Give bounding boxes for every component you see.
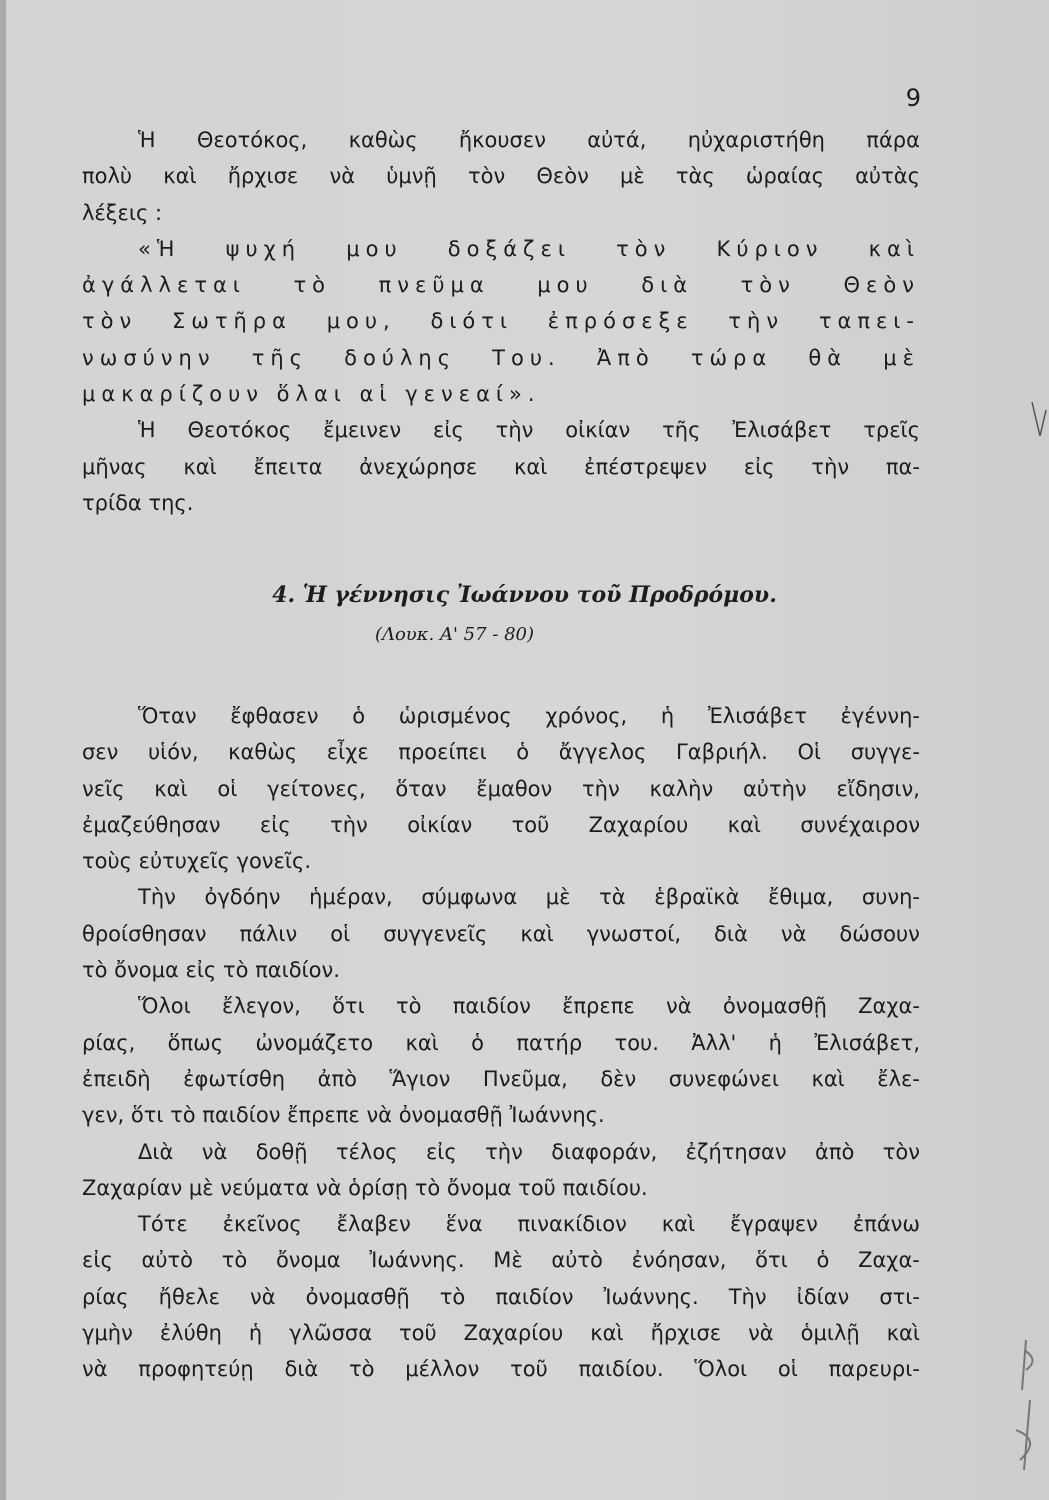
text-line: γμὴν ἐλύθη ἡ γλῶσσα τοῦ Ζαχαρίου καὶ ἤρχισε νὰ ὁμιλῇ καὶ	[82, 1321, 920, 1346]
paragraph-naming-dispute	[82, 988, 920, 1133]
text-line: Ἡ Θεοτόκος ἔμεινεν εἰς τὴν οἰκίαν τῆς Ἐλισάβετ τρεῖς	[138, 418, 920, 443]
text-line: μακαρίζουν ὅλαι αἱ γενεαί».	[82, 382, 541, 407]
text-line: πολὺ καὶ ἤρχισε νὰ ὑμνῇ τὸν Θεὸν μὲ τὰς ὡραίας αὐτὰς	[82, 164, 920, 189]
scripture-reference: (Λουκ. Α' 57 - 80)	[374, 624, 535, 645]
paragraph-theotokos-hymn-intro	[82, 122, 920, 231]
text-line: νὰ προφητεύῃ διὰ τὸ μέλλον τοῦ παιδίου. Ὅλοι οἱ παρευρι-	[82, 1357, 920, 1382]
text-block-top	[82, 122, 920, 521]
text-line: λέξεις :	[82, 200, 163, 225]
text-line: Ὅλοι ἔλεγον, ὅτι τὸ παιδίον ἔπρεπε νὰ ὀνομασθῇ Ζαχα-	[138, 994, 920, 1019]
text-line: Διὰ νὰ δοθῇ τέλος εἰς τὴν διαφοράν, ἐζήτησαν ἀπὸ τὸν	[138, 1139, 920, 1164]
text-line: εἰς αὐτὸ τὸ ὄνομα Ἰωάννης. Μὲ αὐτὸ ἐνόησαν, ὅτι ὁ Ζαχα-	[82, 1248, 920, 1273]
text-line: νωσύνην τῆς δούλης Του. Ἀπὸ τώρα θὰ μὲ	[82, 345, 920, 370]
paragraph-eighth-day	[82, 879, 920, 988]
text-line: Ὅταν ἔφθασεν ὁ ὡρισμένος χρόνος, ἡ Ἐλισάβετ ἐγέννη-	[138, 704, 920, 728]
text-line: Τὴν ὀγδόην ἡμέραν, σύμφωνα μὲ τὰ ἑβραϊκὰ ἔθιμα, συνη-	[138, 885, 920, 910]
section-heading: 4. Ἡ γέννησις Ἰωάννου τοῦ Προδρόμου.	[272, 582, 777, 608]
paragraph-tablet-ioannis	[82, 1206, 920, 1387]
paragraph-theotokos-stay	[82, 412, 920, 521]
text-line: ἐπειδὴ ἐφωτίσθη ἀπὸ Ἅγιον Πνεῦμα, δὲν συνεφώνει καὶ ἔλε-	[82, 1066, 920, 1091]
text-block-bottom	[82, 698, 920, 1388]
paragraph-birth	[82, 698, 920, 879]
pencil-scribble-icon	[996, 1330, 1048, 1490]
text-line: νεῖς καὶ οἱ γείτονες, ὅταν ἔμαθον τὴν καλὴν αὐτὴν εἴδησιν,	[82, 776, 920, 801]
pencil-mark-icon	[1028, 400, 1048, 440]
page-gutter-shadow	[0, 0, 6, 1500]
page-number: 9	[905, 84, 921, 112]
text-line: τρίδα της.	[82, 490, 194, 515]
text-line: τὸν Σωτῆρα μου, διότι ἐπρόσεξε τὴν ταπει-	[82, 309, 920, 334]
text-line: σεν υἱόν, καθὼς εἶχε προείπει ὁ ἄγγελος Γαβριήλ. Οἱ συγγε-	[82, 740, 920, 765]
text-line: Ζαχαρίαν μὲ νεύματα νὰ ὁρίσῃ τὸ ὄνομα τοῦ παιδίου.	[82, 1175, 648, 1200]
paragraph-signs-to-zacharias	[82, 1134, 920, 1207]
text-line: γεν, ὅτι τὸ παιδίον ἔπρεπε νὰ ὀνομασθῇ Ἰωάννης.	[82, 1103, 605, 1128]
text-line: Ἡ Θεοτόκος, καθὼς ἤκουσεν αὐτά, ηὐχαριστήθη πάρα	[138, 128, 920, 152]
text-line: ἀγάλλεται τὸ πνεῦμα μου διὰ τὸν Θεὸν	[82, 273, 920, 298]
text-line: ρίας, ὅπως ὠνομάζετο καὶ ὁ πατήρ του. Ἀλλ' ἡ Ἐλισάβετ,	[82, 1030, 920, 1055]
text-line: θροίσθησαν πάλιν οἱ συγγενεῖς καὶ γνωστοί, διὰ νὰ δώσουν	[82, 921, 920, 946]
text-line: Τότε ἐκεῖνος ἔλαβεν ἕνα πινακίδιον καὶ ἔγραψεν ἐπάνω	[138, 1212, 920, 1237]
text-line: μῆνας καὶ ἔπειτα ἀνεχώρησε καὶ ἐπέστρεψεν εἰς τὴν πα-	[82, 454, 920, 479]
text-line: τοὺς εὐτυχεῖς γονεῖς.	[82, 849, 311, 874]
paragraph-magnificat-quote	[82, 231, 920, 412]
text-line: ἐμαζεύθησαν εἰς τὴν οἰκίαν τοῦ Ζαχαρίου καὶ συνέχαιρον	[82, 812, 920, 837]
text-line: «Ἡ ψυχή μου δοξάζει τὸν Κύριον καὶ	[138, 236, 920, 261]
text-line: τὸ ὄνομα εἰς τὸ παιδίον.	[82, 958, 340, 983]
text-line: ρίας ἤθελε νὰ ὀνομασθῇ τὸ παιδίον Ἰωάννης. Τὴν ἰδίαν στι-	[82, 1284, 920, 1309]
